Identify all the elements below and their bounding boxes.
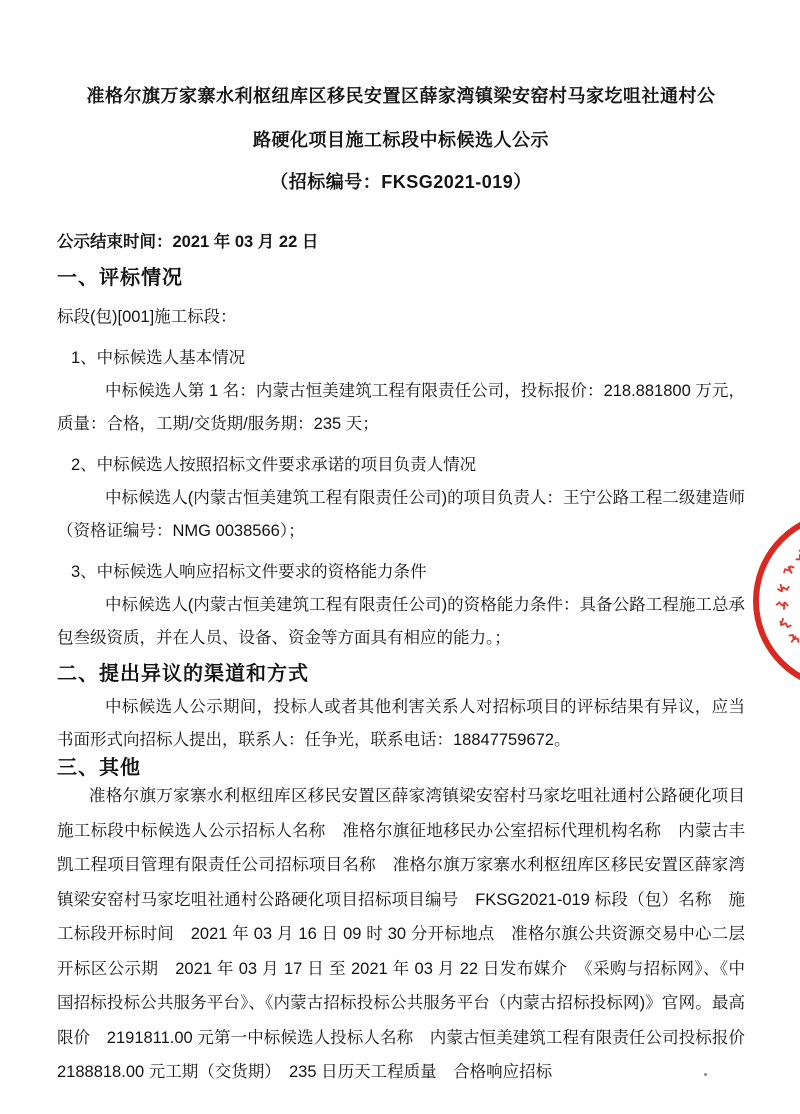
section-3-body: 准格尔旗万家寨水利枢纽库区移民安置区薛家湾镇梁安窑村马家圪咀社通村公路硬化项目施工标段中标候选人公示招标人名称 准格尔旗征地移民办公室招标代理机构名称 内蒙古丰凯工程项目管理有限责任公司招标项目名称 准格尔旗万家寨水利枢纽库区移民安置区薛家湾镇梁安窑村马家圪咀社通村公路硬化项目招标项目编号 FKSG2021-019 标段（包）名称 施工标段开标时间 2021 年 03 月 16 日 09 时 30 分开标地点 准格尔旗公共资源交易中心二层开标区公示期 2021 年 03 月 17 日 至 2021 年 03 月 22 日发布媒介 《采购与招标网》、《中国招标投标公共服务平台》、《内蒙古招标投标公共服务平台（内蒙古招标投标网)》官网。最高限价 2191811.00 元第一中标候选人投标人名称 内蒙古恒美建筑工程有限责任公司投标报价 2188818.00 元工期（交货期） 235 日历天工程质量 合格响应招标 (57, 787, 745, 1081)
page-title: 准格尔旗万家寨水利枢纽库区移民安置区薛家湾镇梁安窑村马家圪咀社通村公路硬化项目施工标段中标候选人公示 (86, 86, 716, 150)
item-1-title: 1、中标候选人基本情况 (71, 349, 246, 367)
item-1-body: 中标候选人第 1 名：内蒙古恒美建筑工程有限责任公司，投标报价：218.881800 万元，质量：合格，工期/交货期/服务期：235 天； (57, 382, 745, 433)
scan-speck (704, 1073, 707, 1076)
tender-number: （招标编号：FKSG2021-019） (270, 172, 532, 192)
red-official-seal (752, 518, 800, 688)
item-3-title: 3、中标候选人响应招标文件要求的资格能力条件 (71, 563, 427, 581)
lot-line: 标段(包)[001]施工标段： (57, 308, 237, 326)
section-2-heading: 二、提出异议的渠道和方式 (57, 663, 309, 685)
item-3-body: 中标候选人(内蒙古恒美建筑工程有限责任公司)的资格能力条件：具备公路工程施工总承包叁级资质，并在人员、设备、资金等方面具有相应的能力。； (57, 596, 745, 647)
document-page (57, 74, 745, 1090)
section-1-heading: 一、评标情况 (57, 267, 183, 289)
section-3-heading: 三、其他 (57, 757, 141, 779)
item-2-body: 中标候选人(内蒙古恒美建筑工程有限责任公司)的项目负责人：王宁公路工程二级建造师（资格证编号：NMG 0038566）； (57, 489, 745, 540)
publicity-deadline: 公示结束时间：2021 年 03 月 22 日 (57, 233, 319, 251)
seal-glyphs (776, 534, 800, 671)
item-2-title: 2、中标候选人按照招标文件要求承诺的项目负责人情况 (71, 456, 477, 474)
section-2-body: 中标候选人公示期间，投标人或者其他利害关系人对招标项目的评标结果有异议，应当书面形式向招标人提出，联系人：任争光，联系电话：18847759672。 (57, 698, 745, 749)
